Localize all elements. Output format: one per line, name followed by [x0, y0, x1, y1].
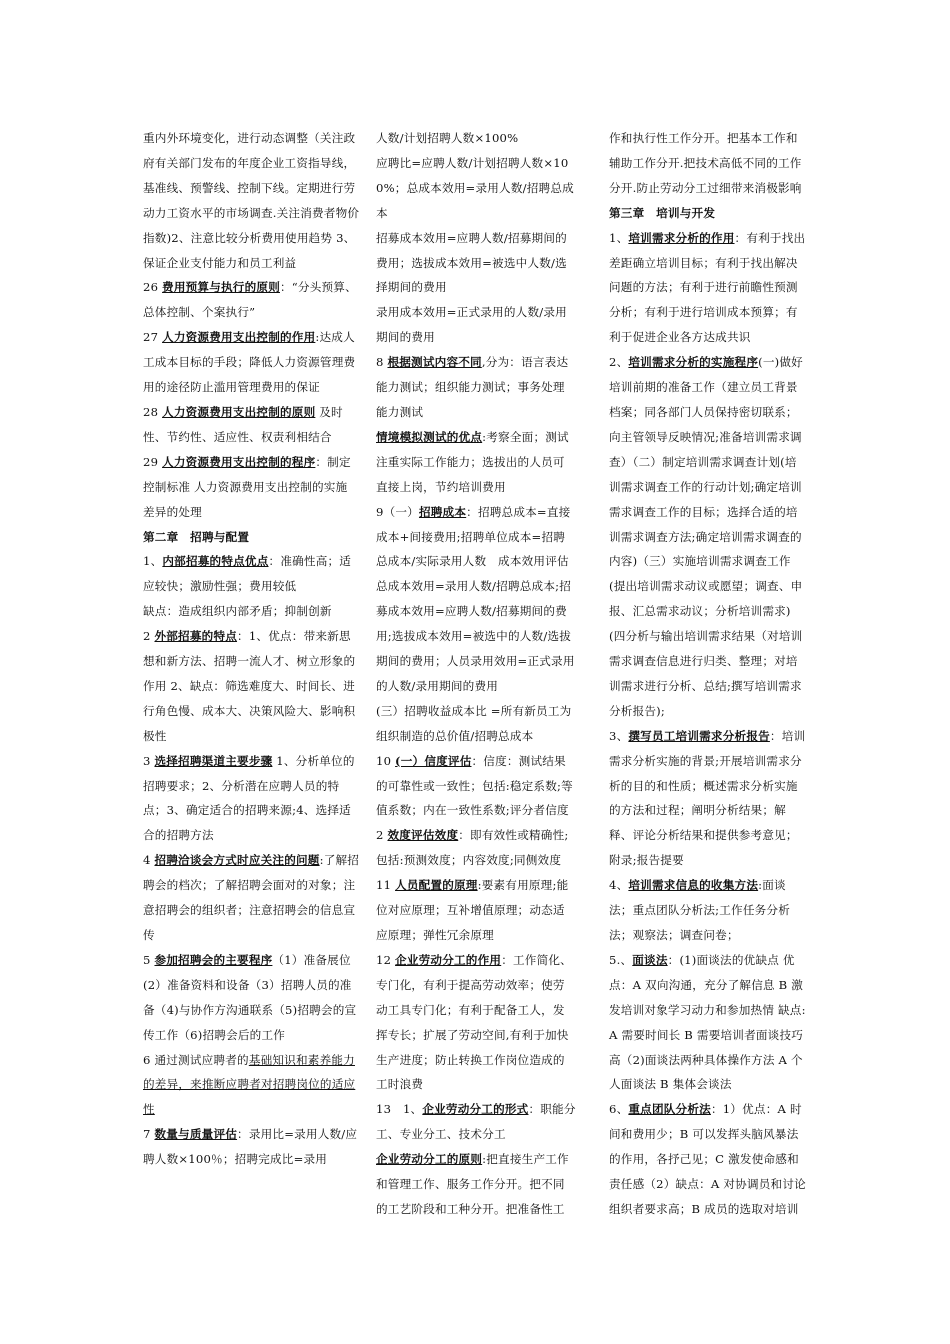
- text-column-2: [376, 126, 576, 1222]
- paragraph: 2 效度评估效度：即有效性或精确性;包括:预测效度；内容效度;同侧效度: [376, 828, 569, 868]
- paragraph: 录用成本效用=正式录用的人数/录用期间的费用: [376, 305, 567, 345]
- paragraph: 人数/计划招聘人数×100%: [376, 131, 519, 145]
- paragraph: 28 人力资源费用支出控制的原则 及时性、节约性、适应性、权责利相结合: [143, 404, 343, 444]
- paragraph: 9（一）招聘成本：招聘总成本=直接成本+间接费用;招聘单位成本=招聘总成本/实际录用人数 成本效用评估总成本效用=录用人数/招聘总成本;招募成本效用=应聘人数/招募期间的费用;选拔成本效用=被选中的人数/选拔期间的费用；人员录用效用=正式录用的人数/录用期间的费用: [376, 504, 575, 693]
- paragraph: 2、培训需求分析的实施程序(一)做好培训前期的准备工作（建立员工背景档案；同各部门人员保持密切联系；向主管领导反映情况;准备培训需求调查）（二）制定培训需求调查计划(培训需求调查工作的行动计划;确定培训需求调查工作的目标；选择合适的培训需求调查方法;确定培训需求调查的内容)（三）实施培训需求调查工作(提出培训需求动议或愿望；调查、申报、汇总需求动议；分析培训需求)(四分析与输出培训需求结果（对培训需求调查信息进行归类、整理；对培训需求进行分析、总结;撰写培训需求分析报告);: [609, 355, 803, 718]
- text-column-1: [143, 126, 361, 1172]
- paragraph: (三）招聘收益成本比 =所有新员工为组织制造的总价值/招聘总成本: [376, 703, 572, 743]
- paragraph: 第三章 培训与开发: [609, 205, 716, 220]
- paragraph: 1、培训需求分析的作用：有利于找出差距确立培训目标；有利于找出解决问题的方法；有利于进行前瞻性预测分析；有利于进行培训成本预算；有利于促进企业各方达成共识: [609, 230, 806, 345]
- paragraph: 3 选择招聘渠道主要步骤 1、分析单位的招聘要求；2、分析潜在应聘人员的特点；3、确定适合的招聘来源;4、选择适合的招聘方法: [143, 753, 355, 843]
- paragraph: 作和执行性工作分开。把基本工作和辅助工作分开.把技术高低不同的工作分开.防止劳动分工过细带来消极影响: [609, 131, 802, 195]
- paragraph: 13 1、企业劳动分工的形式：职能分工、专业分工、技术分工: [376, 1102, 576, 1142]
- paragraph: 7 数量与质量评估：录用比=录用人数/应聘人数×100％；招聘完成比=录用: [143, 1127, 358, 1167]
- paragraph: 8 根据测试内容不同,分为：语言表达能力测试；组织能力测试；事务处理能力测试: [376, 355, 569, 419]
- paragraph: 5 参加招聘会的主要程序（1）准备展位(2）准备资料和设备（3）招聘人员的准备（4)与协作方沟通联系（5)招聘会的宣传工作（6)招聘会后的工作: [143, 952, 357, 1042]
- paragraph: 29 人力资源费用支出控制的程序：制定控制标准 人力资源费用支出控制的实施 差异的处理: [143, 454, 360, 519]
- paragraph: 应聘比=应聘人数/计划招聘人数×100%；总成本效用=录用人数/招聘总成本: [376, 155, 574, 220]
- paragraph: 6、重点团队分析法：1）优点：A 时间和费用少；B 可以发挥头脑风暴法的作用，各抒己见；C 激发使命感和责任感（2）缺点：A 对协调员和讨论组织者要求高；B 成员的选取对培训: [609, 1102, 806, 1216]
- paragraph: 重内外环境变化，进行动态调整（关注政府有关部门发布的年度企业工资指导线，基准线、预警线、控制下线。定期进行劳动力工资水平的市场调查.关注消费者物价指数)2、注意比较分析费用使用趋势 3、保证企业支付能力和员工利益: [143, 131, 360, 270]
- paragraph: 招募成本效用=应聘人数/招募期间的费用；选拔成本效用=被选中人数/选择期间的费用: [376, 230, 567, 295]
- paragraph: 3、撰写员工培训需求分析报告：培训需求分析实施的背景;开展培训需求分析的目的和性质；概述需求分析实施的方法和过程；阐明分析结果；解释、评论分析结果和提供参考意见；附录;报告提要: [609, 728, 806, 868]
- paragraph: 6 通过测试应聘者的基础知识和素养能力的差异，来推断应聘者对招聘岗位的适应性: [143, 1052, 356, 1117]
- paragraph: 1、内部招募的特点优点：准确性高；适应较快；激励性强；费用较低: [143, 554, 352, 594]
- text-column-3: [609, 126, 807, 1222]
- paragraph: 10 (一）信度评估：信度：测试结果的可靠性或一致性；包括:稳定系数;等值系数；内在一致性系数;评分者信度: [376, 753, 573, 818]
- paragraph: 27 人力资源费用支出控制的作用:达成人工成本目标的手段；降低人力资源管理费用的途径防止滥用管理费用的保证: [143, 330, 356, 395]
- paragraph: 情境模拟测试的优点:考察全面；测试注重实际工作能力；选拔出的人员可直接上岗，节约培训费用: [376, 429, 569, 494]
- paragraph: 2 外部招募的特点：1、优点：带来新思想和新方法、招聘一流人才、树立形象的作用 2、缺点：筛选难度大、时间长、进行角色慢、成本大、决策风险大、影响积极性: [143, 629, 356, 743]
- paragraph: 4 招聘洽谈会方式时应关注的问题:了解招聘会的档次；了解招聘会面对的对象；注意招聘会的组织者；注意招聘会的信息宣传: [143, 853, 360, 942]
- paragraph: 26 费用预算与执行的原则：“分头预算、总体控制、个案执行”: [143, 280, 357, 320]
- paragraph: 12 企业劳动分工的作用：工作简化、专门化，有利于提高劳动效率；使劳动工具专门化；有利于配备工人，发挥专长；扩展了劳动空间,有利于加快生产进度；防止转换工作岗位造成的工时浪费: [376, 952, 572, 1092]
- paragraph: 11 人员配置的原理:要素有用原理;能位对应原理；互补增值原理；动态适应原理；弹性冗余原理: [376, 878, 569, 942]
- paragraph: 第二章 招聘与配置: [143, 529, 250, 544]
- paragraph: 4、培训需求信息的收集方法:面谈法；重点团队分析法;工作任务分析法；观察法；调查问卷；: [609, 878, 791, 942]
- paragraph: 缺点：造成组织内部矛盾；抑制创新: [143, 604, 332, 619]
- paragraph: 企业劳动分工的原则:把直接生产工作和管理工作、服务工作分开。把不同的工艺阶段和工种分开。把准备性工: [376, 1152, 569, 1216]
- paragraph: 5.、面谈法：(1)面谈法的优缺点 优点：A 双向沟通，充分了解信息 B 激发培训对象学习动力和参加热情 缺点:A 需要时间长 B 需要培训者面谈技巧高（2)面谈法两种具体操作方法 A 个人面谈法 B 集体会谈法: [609, 952, 806, 1092]
